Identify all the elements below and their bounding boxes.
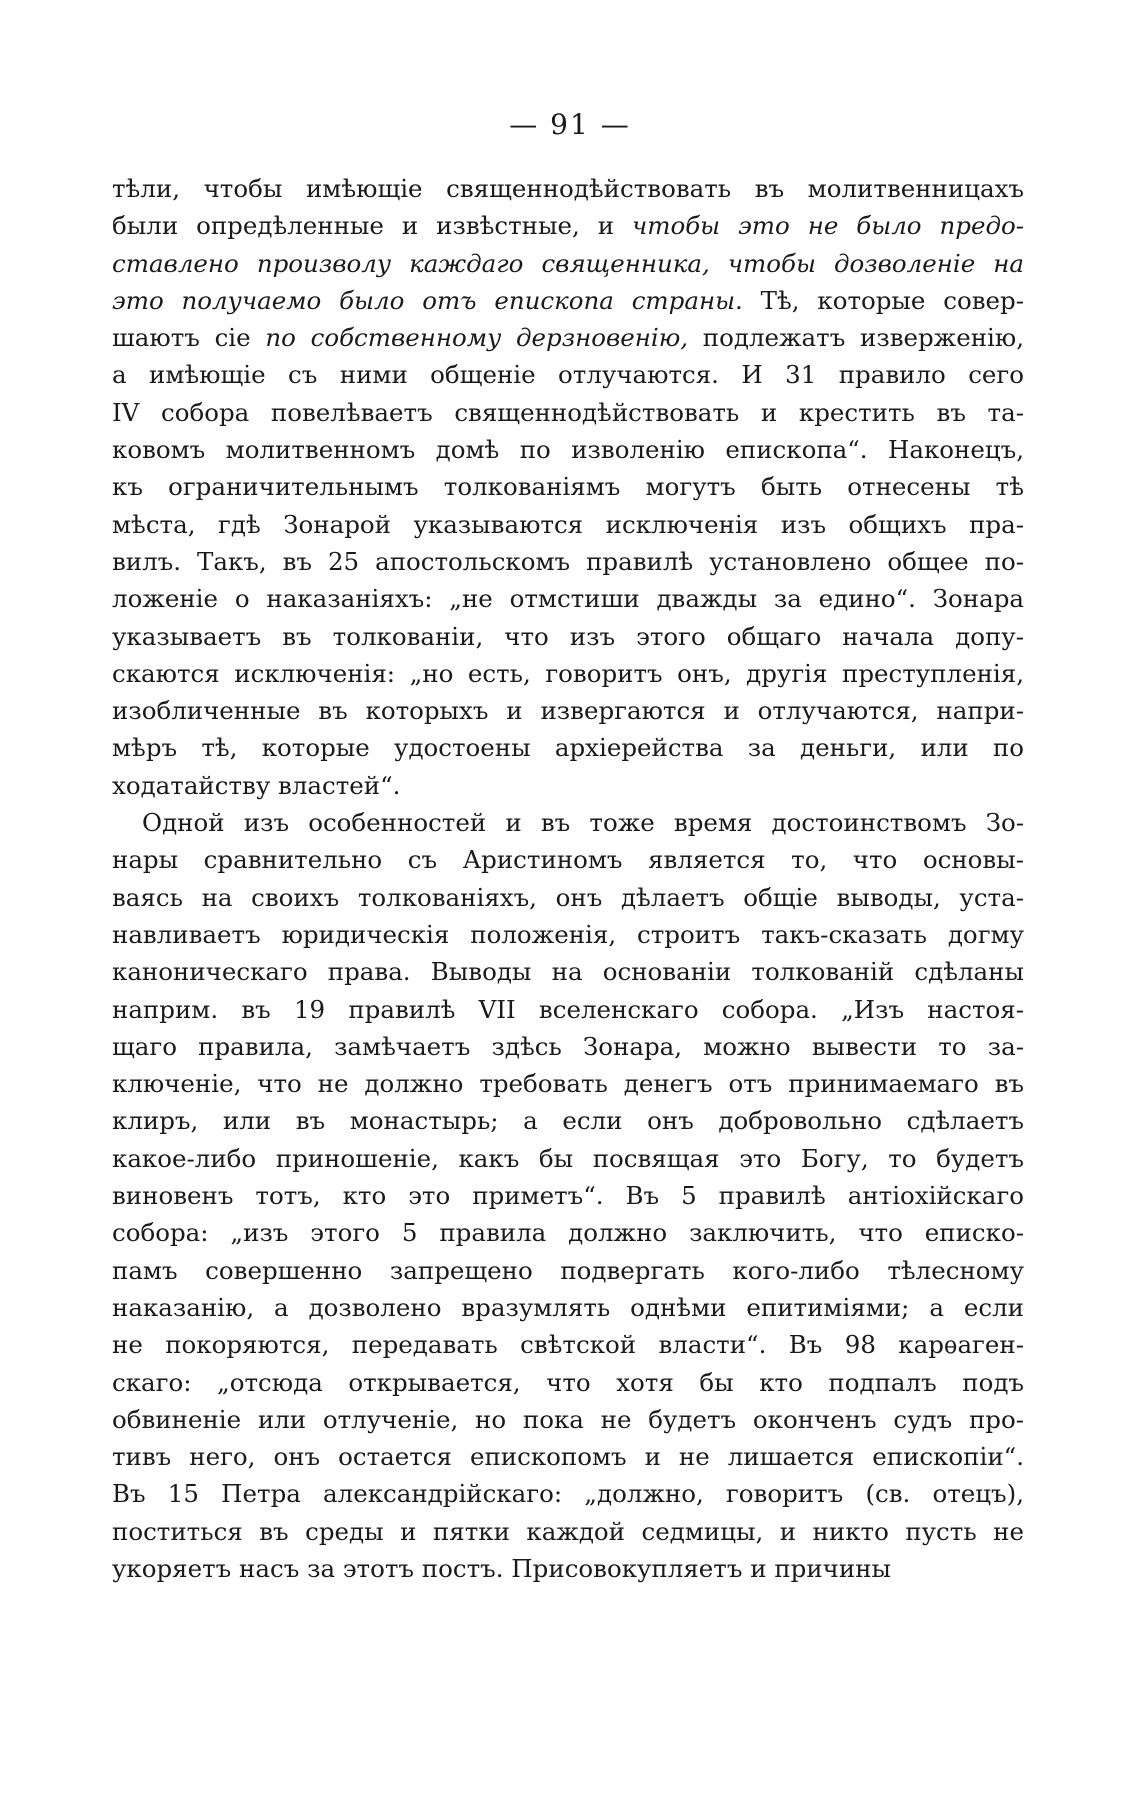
text-segment: IV собора повелѣваетъ священнодѣйствовать и крестить въ та- [112, 397, 1024, 427]
text-segment: какое-либо приношеніе, какъ бы посвящая это Богу, то будетъ [112, 1143, 1024, 1173]
text-segment: наказанію, а дозволено вразумлять однѣми епитиміями; а если [112, 1292, 1024, 1322]
text-line [112, 729, 1024, 766]
text-segment: ваясь на своихъ толкованіяхъ, онъ дѣлаетъ общіе выводы, уста- [112, 882, 1024, 912]
text-line [112, 394, 1024, 431]
text-line [112, 953, 1024, 990]
text-segment: каноническаго права. Выводы на основаніи толкованій сдѣланы [112, 957, 1024, 987]
text-line [112, 356, 1024, 393]
text-segment: укоряетъ насъ за этотъ постъ. Присовокупляетъ и причины [112, 1553, 892, 1583]
text-line [112, 1102, 1024, 1139]
text-line [112, 991, 1024, 1028]
text-segment: щаго правила, замѣчаетъ здѣсь Зонара, можно вывести то за- [112, 1031, 1024, 1061]
text-segment: тѣли, чтобы имѣющіе священнодѣйствовать въ молитвенницахъ [112, 174, 1024, 203]
text-line [112, 767, 1024, 804]
emphasis-text: ставлено произволу каждаго священника, чтобы дозволеніе на [112, 248, 1024, 278]
text-line [112, 655, 1024, 692]
text-line [112, 170, 1024, 207]
text-segment: Въ 15 Петра александрійскаго: „должно, говоритъ (св. отецъ), [112, 1479, 1024, 1509]
text-line [112, 1401, 1024, 1438]
text-segment: собора: „изъ этого 5 правила должно заключить, что еписко- [112, 1218, 1024, 1248]
text-line [112, 1252, 1024, 1289]
text-line [112, 1326, 1024, 1363]
text-segment: наприм. въ 19 правилѣ VII вселенскаго собора. „Изъ настоя- [112, 994, 1024, 1024]
text-line [112, 1475, 1024, 1512]
text-segment: Одной изъ особенностей и въ тоже время достоинствомъ Зо- [142, 808, 1024, 838]
text-line [112, 580, 1024, 617]
text-segment: памъ совершенно запрещено подвергать кого-либо тѣлесному [112, 1255, 1024, 1285]
text-line [112, 1140, 1024, 1177]
text-segment: скаго: „отсюда открывается, что хотя бы кто подпалъ подъ [112, 1367, 1024, 1397]
text-line [112, 1438, 1024, 1475]
text-segment: къ ограничительнымъ толкованіямъ могутъ быть отнесены тѣ [112, 472, 1024, 502]
text-line [112, 618, 1024, 655]
text-segment: шаютъ сіе [112, 323, 266, 353]
text-segment: вилъ. Такъ, въ 25 апостольскомъ правилѣ установлено общее по- [112, 546, 1024, 576]
body-text [112, 170, 1024, 1587]
text-line [112, 506, 1024, 543]
text-segment: клиръ, или въ монастырь; а если онъ добровольно сдѣлаетъ [112, 1106, 1024, 1136]
text-line [112, 468, 1024, 505]
text-segment: изобличенные въ которыхъ и извергаются и отлучаются, напри- [112, 696, 1024, 726]
text-segment: указываетъ въ толкованіи, что изъ этого общаго начала допу- [112, 621, 1024, 651]
text-line [112, 1028, 1024, 1065]
text-line [112, 207, 1024, 244]
text-line [112, 1065, 1024, 1102]
text-segment: ключеніе, что не должно требовать денегъ отъ принимаемаго въ [112, 1069, 1024, 1099]
text-segment: ковомъ молитвенномъ домѣ по изволенію епископа“. Наконецъ, [112, 435, 1024, 465]
text-segment: не покоряются, передавать свѣтской власти“. Въ 98 карѳаген- [112, 1330, 1024, 1360]
text-segment: мѣста, гдѣ Зонарой указываются исключенія изъ общихъ пра- [112, 509, 1024, 539]
text-line [112, 319, 1024, 356]
text-segment: были опредѣленные и извѣстные, и [112, 211, 632, 241]
text-line [112, 692, 1024, 729]
text-line [112, 431, 1024, 468]
text-segment: мѣръ тѣ, которые удостоены архіерейства за деньги, или по [112, 733, 1024, 763]
text-line [112, 1177, 1024, 1214]
text-line [112, 543, 1024, 580]
text-line [112, 1214, 1024, 1251]
text-segment: виновенъ тотъ, кто это приметъ“. Въ 5 правилѣ антіохійскаго [112, 1181, 1024, 1211]
emphasis-text: это получаемо было отъ епископа страны. [112, 285, 743, 315]
text-line [112, 1550, 1024, 1587]
text-segment: навливаетъ юридическія положенія, строитъ такъ-сказать догму [112, 919, 1024, 949]
text-line [112, 1513, 1024, 1550]
text-line [112, 879, 1024, 916]
text-segment: ходатайству властей“. [112, 770, 401, 800]
text-line [112, 841, 1024, 878]
text-segment: поститься въ среды и пятки каждой седмицы, и никто пусть не [112, 1516, 1024, 1546]
page-number: — 91 — [509, 108, 631, 141]
text-segment: подлежатъ изверженію, [688, 323, 1024, 353]
text-segment: скаются исключенія: „но есть, говоритъ онъ, другія преступленія, [112, 658, 1024, 688]
emphasis-text: чтобы это не было предо- [632, 211, 1024, 241]
text-line [112, 916, 1024, 953]
text-segment: Тѣ, которые совер- [742, 285, 1024, 315]
text-line [112, 804, 1024, 841]
emphasis-text: по собственному дерзновенію, [265, 323, 689, 353]
text-segment: обвиненіе или отлученіе, но пока не будетъ оконченъ судъ про- [112, 1404, 1024, 1434]
text-line [112, 282, 1024, 319]
text-segment: ложеніе о наказаніяхъ: „не отмстиши дважды за едино“. Зонара [112, 584, 1024, 614]
text-segment: нары сравнительно съ Аристиномъ является то, что основы- [112, 845, 1024, 875]
text-line [112, 245, 1024, 282]
text-line [112, 1289, 1024, 1326]
text-line [112, 1364, 1024, 1401]
text-segment: а имѣющіе съ ними общеніе отлучаются. И 31 правило сего [112, 360, 1024, 390]
text-segment: тивъ него, онъ остается епископомъ и не лишается епископіи“. [112, 1442, 1024, 1472]
